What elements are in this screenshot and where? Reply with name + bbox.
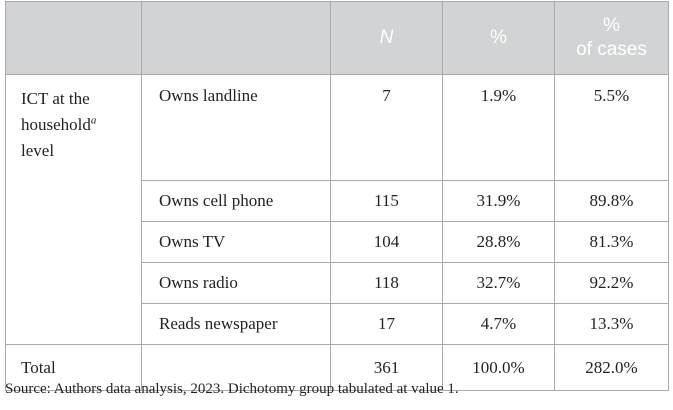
group-label-line3: level [21, 141, 55, 160]
row-percent-of-cases: 81.3% [555, 222, 669, 263]
total-label: Total [6, 345, 142, 391]
group-label-line1: ICT at the [21, 89, 90, 108]
row-percent: 4.7% [443, 304, 555, 345]
header-percent-of-cases [555, 2, 669, 75]
row-percent-of-cases: 13.3% [555, 304, 669, 345]
row-n: 118 [331, 263, 443, 304]
table-row [6, 75, 669, 181]
row-percent-of-cases: 5.5% [555, 75, 669, 181]
row-label: Reads newspaper [142, 304, 331, 345]
total-percent: 100.0% [443, 345, 555, 391]
header-empty-1 [6, 2, 142, 75]
header-empty-2 [142, 2, 331, 75]
row-percent-of-cases: 89.8% [555, 181, 669, 222]
header-percent-of-cases-line2: of cases [576, 39, 647, 60]
row-percent: 31.9% [443, 181, 555, 222]
header-percent-of-cases-line1: % [603, 15, 620, 36]
source-note: Source: Authors data analysis, 2023. Dichotomy group tabulated at value 1. [5, 381, 459, 397]
group-label [6, 75, 142, 345]
total-n: 361 [331, 345, 443, 391]
header-percent: % [443, 2, 555, 75]
row-n: 115 [331, 181, 443, 222]
row-n: 104 [331, 222, 443, 263]
row-n: 7 [331, 75, 443, 181]
data-table [5, 1, 669, 391]
row-percent-of-cases: 92.2% [555, 263, 669, 304]
row-label: Owns landline [142, 75, 331, 181]
row-label: Owns radio [142, 263, 331, 304]
row-percent: 1.9% [443, 75, 555, 181]
row-label: Owns cell phone [142, 181, 331, 222]
row-percent: 28.8% [443, 222, 555, 263]
row-label: Owns TV [142, 222, 331, 263]
header-n: N [331, 2, 443, 75]
row-percent: 32.7% [443, 263, 555, 304]
total-percent-of-cases: 282.0% [555, 345, 669, 391]
group-label-footnote-mark: a [90, 114, 97, 127]
group-label-line2: household [21, 115, 91, 134]
header-row [6, 2, 669, 75]
row-n: 17 [331, 304, 443, 345]
